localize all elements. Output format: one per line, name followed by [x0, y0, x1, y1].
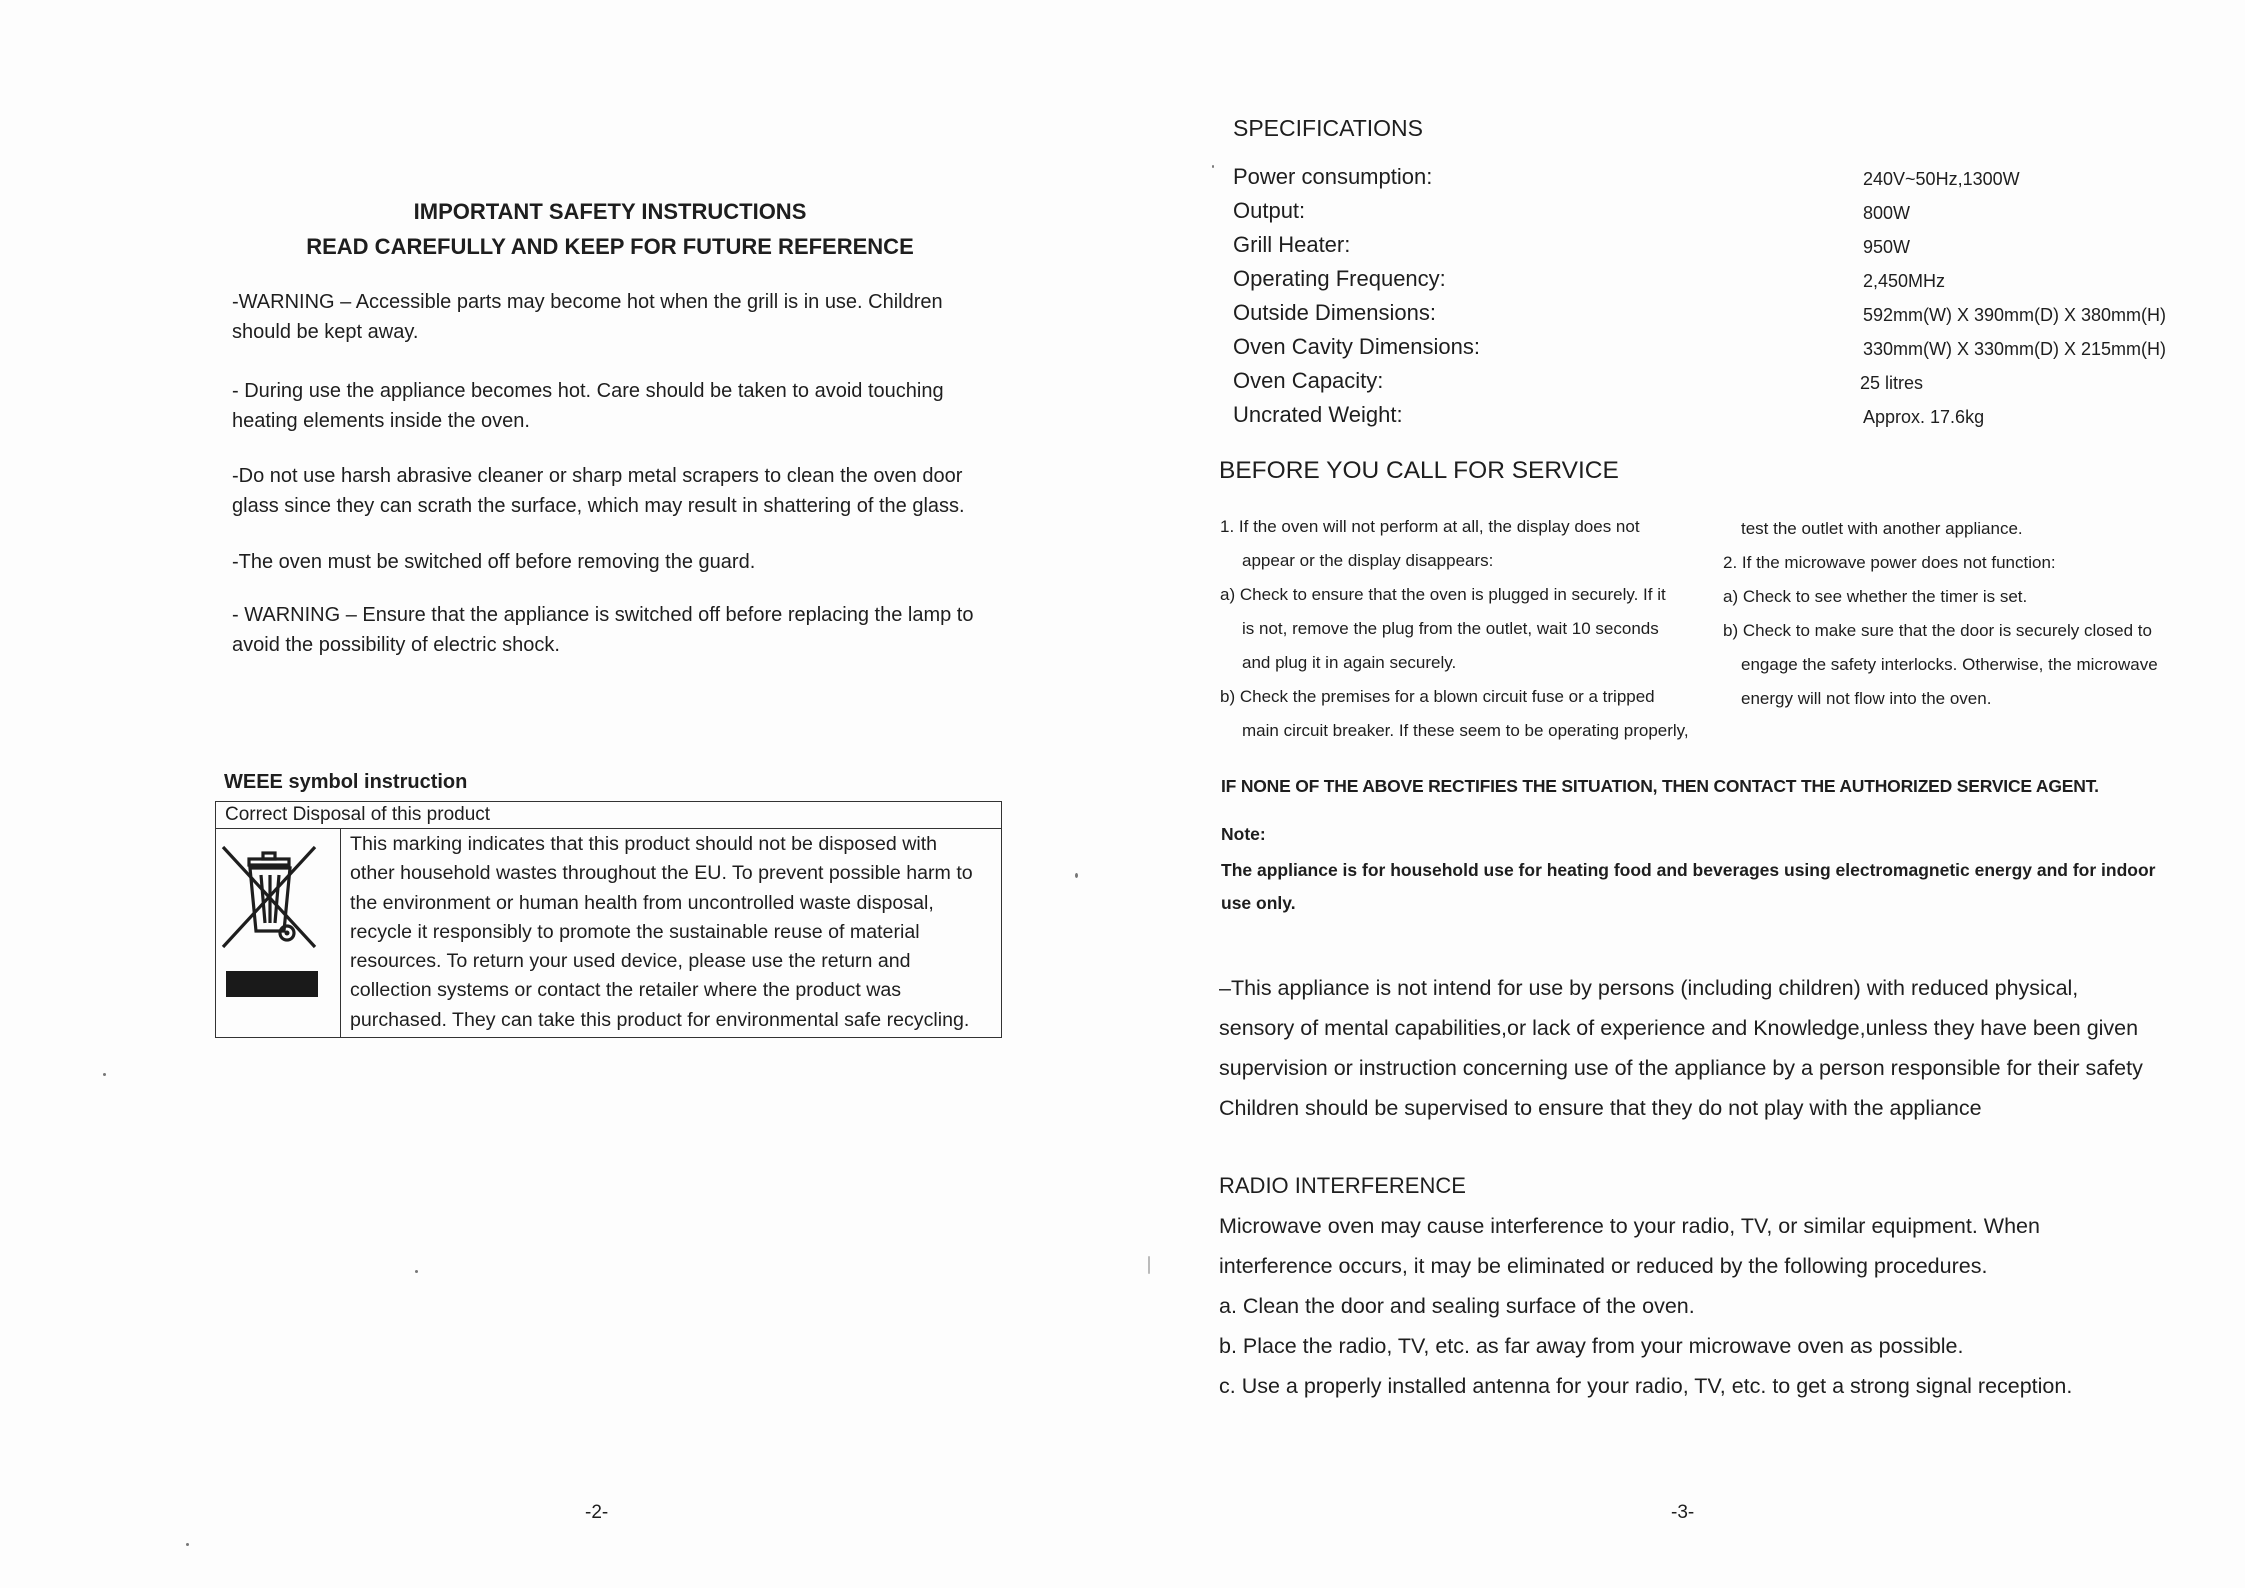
- spec-value: 240V~50Hz,1300W: [1863, 169, 2020, 189]
- weee-instruction-text: [341, 829, 1001, 1037]
- radio-line: b. Place the radio, TV, etc. as far away from your microwave oven as possible.: [1219, 1334, 1964, 1358]
- radio-line: Microwave oven may cause interference to your radio, TV, or similar equipment. When: [1219, 1214, 2040, 1238]
- service-line: appear or the display disappears:: [1242, 551, 1494, 570]
- service-line: 1. If the oven will not perform at all, the display does not: [1220, 517, 1640, 536]
- page-number-left: -2-: [585, 1502, 609, 1523]
- weee-table-header: Correct Disposal of this product: [216, 802, 1001, 829]
- capability-line: –This appliance is not intend for use by persons (including children) with reduced physical,: [1219, 976, 2079, 1000]
- spec-value: 800W: [1863, 203, 1911, 223]
- scan-speck: [103, 1073, 106, 1076]
- paragraph-line: - During use the appliance becomes hot. Care should be taken to avoid touching: [232, 380, 944, 402]
- spec-row: [1233, 262, 2173, 296]
- weee-icon-cell: [216, 829, 341, 1037]
- note-line: use only.: [1221, 893, 1296, 913]
- service-line: is not, remove the plug from the outlet, wait 10 seconds: [1242, 619, 1659, 638]
- right-page: [1120, 0, 2245, 1588]
- spec-value: 25 litres: [1860, 373, 1924, 393]
- spec-row: [1233, 296, 2173, 330]
- radio-line: c. Use a properly installed antenna for your radio, TV, etc. to get a strong signal reception.: [1219, 1374, 2073, 1398]
- spec-label: Oven Capacity:: [1233, 368, 1384, 393]
- note-label: Note:: [1221, 824, 1266, 844]
- spec-row: [1233, 160, 2173, 194]
- abrasive-cleaner-paragraph: [232, 461, 1022, 521]
- specifications-title: SPECIFICATIONS: [1233, 115, 1423, 141]
- scan-speck: [415, 1270, 418, 1273]
- warning-lamp-paragraph: [232, 600, 1022, 660]
- service-line: b) Check the premises for a blown circuit fuse or a tripped: [1220, 687, 1655, 706]
- weee-black-bar: [226, 971, 318, 997]
- weee-text-line: the environment or human health from uncontrolled waste disposal,: [350, 891, 934, 914]
- specifications-table: [1233, 160, 2173, 432]
- paragraph-line: heating elements inside the oven.: [232, 410, 530, 432]
- capability-warning-block: [1219, 968, 2229, 1128]
- service-line: 2. If the microwave power does not function:: [1723, 553, 2056, 572]
- paragraph-line: avoid the possibility of electric shock.: [232, 634, 560, 656]
- service-line: b) Check to make sure that the door is securely closed to: [1723, 621, 2152, 640]
- spec-value: Approx. 17.6kg: [1863, 407, 1985, 427]
- spec-value: 330mm(W) X 330mm(D) X 215mm(H): [1863, 339, 2167, 359]
- note-line: The appliance is for household use for heating food and beverages using electromagnetic energy and for indoor: [1221, 860, 2156, 880]
- spec-label: Operating Frequency:: [1233, 266, 1446, 291]
- left-page: [0, 0, 1120, 1588]
- service-line: a) Check to see whether the timer is set.: [1723, 587, 2028, 606]
- spec-label: Outside Dimensions:: [1233, 300, 1436, 325]
- safety-instructions-title: [180, 194, 1040, 264]
- radio-interference-block: [1219, 1206, 2229, 1406]
- warning-hot-grill-paragraph: [232, 287, 1022, 347]
- spec-row: [1233, 398, 2173, 432]
- service-line: and plug it in again securely.: [1242, 653, 1457, 672]
- spec-value: 2,450MHz: [1863, 271, 1946, 291]
- weee-table: [215, 801, 1002, 1038]
- contact-service-agent-line: IF NONE OF THE ABOVE RECTIFIES THE SITUATION, THEN CONTACT THE AUTHORIZED SERVICE AGENT.: [1221, 776, 2099, 796]
- spec-label: Power consumption:: [1233, 164, 1433, 189]
- weee-text-line: resources. To return your used device, please use the return and: [350, 950, 911, 973]
- service-line: a) Check to ensure that the oven is plugged in securely. If it: [1220, 585, 1666, 604]
- weee-text-line: recycle it responsibly to promote the sustainable reuse of material: [350, 920, 920, 943]
- note-block: [1221, 818, 2221, 920]
- spec-row: [1233, 194, 2173, 228]
- weee-text-line: other household wastes throughout the EU. To prevent possible harm to: [350, 862, 973, 885]
- radio-interference-title: RADIO INTERFERENCE: [1219, 1173, 1466, 1198]
- weee-text-line: collection systems or contact the retailer where the product was: [350, 979, 902, 1002]
- scan-speck: [1075, 873, 1078, 878]
- weee-heading: WEEE symbol instruction: [224, 771, 468, 793]
- paragraph-line: -WARNING – Accessible parts may become hot when the grill is in use. Children: [232, 291, 943, 313]
- capability-line: Children should be supervised to ensure that they do not play with the appliance: [1219, 1096, 1982, 1120]
- spec-row: [1233, 330, 2173, 364]
- paragraph-line: -Do not use harsh abrasive cleaner or sharp metal scrapers to clean the oven door: [232, 465, 963, 487]
- page-number-right: -3-: [1671, 1502, 1695, 1523]
- capability-line: sensory of mental capabilities,or lack of experience and Knowledge,unless they have been given: [1219, 1016, 2139, 1040]
- paragraph-line: -The oven must be switched off before removing the guard.: [232, 551, 756, 573]
- paragraph-line: - WARNING – Ensure that the appliance is switched off before replacing the lamp to: [232, 604, 974, 626]
- safety-title-line-1: IMPORTANT SAFETY INSTRUCTIONS: [413, 199, 807, 224]
- service-line: test the outlet with another appliance.: [1741, 519, 2023, 538]
- crossed-out-wheelie-bin-icon: [221, 843, 321, 955]
- paragraph-line: glass since they can scrath the surface, which may result in shattering of the glass.: [232, 495, 965, 517]
- radio-line: a. Clean the door and sealing surface of the oven.: [1219, 1294, 1695, 1318]
- service-title: BEFORE YOU CALL FOR SERVICE: [1219, 457, 1619, 484]
- weee-text-line: This marking indicates that this product should not be disposed with: [350, 833, 938, 855]
- switch-off-guard-paragraph: [232, 547, 1022, 577]
- spec-row: [1233, 228, 2173, 262]
- weee-text-line: purchased. They can take this product for environmental safe recycling.: [350, 1008, 970, 1031]
- spec-label: Grill Heater:: [1233, 232, 1351, 257]
- appliance-hot-paragraph: [232, 376, 1022, 436]
- scan-speck: [186, 1543, 189, 1546]
- service-line: energy will not flow into the oven.: [1741, 689, 1992, 708]
- safety-title-line-2: READ CAREFULLY AND KEEP FOR FUTURE REFERENCE: [306, 234, 914, 259]
- capability-line: supervision or instruction concerning use of the appliance by a person responsible for their safety: [1219, 1056, 2143, 1080]
- spec-label: Uncrated Weight:: [1233, 402, 1403, 427]
- spec-label: Output:: [1233, 198, 1306, 223]
- spec-label: Oven Cavity Dimensions:: [1233, 334, 1480, 359]
- paragraph-line: should be kept away.: [232, 321, 419, 343]
- service-column-2: [1723, 512, 2203, 716]
- radio-line: interference occurs, it may be eliminated or reduced by the following procedures.: [1219, 1254, 1988, 1278]
- service-line: main circuit breaker. If these seem to be operating properly,: [1242, 721, 1689, 740]
- spec-value: 950W: [1863, 237, 1911, 257]
- service-line: engage the safety interlocks. Otherwise, the microwave: [1741, 655, 2158, 674]
- weee-table-body: [216, 829, 1001, 1037]
- scan-speck: [1148, 1256, 1150, 1274]
- scan-speck: [1212, 165, 1214, 168]
- spec-value: 592mm(W) X 390mm(D) X 380mm(H): [1863, 305, 2167, 325]
- spec-row: [1233, 364, 2173, 398]
